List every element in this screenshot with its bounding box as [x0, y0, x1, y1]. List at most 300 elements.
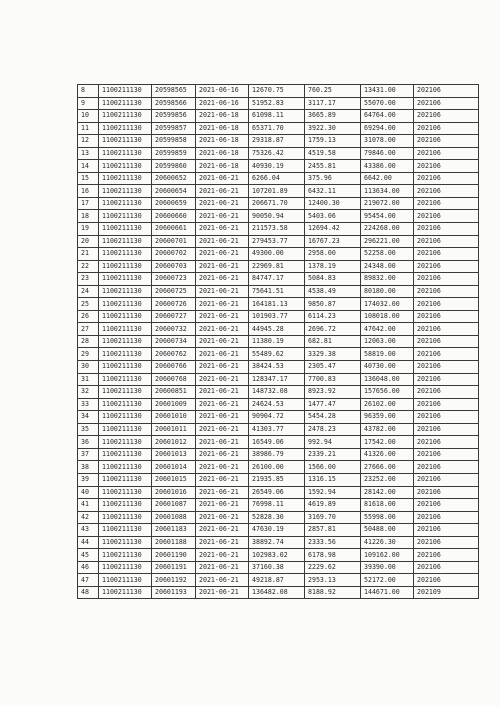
tax-cell: 6178.98: [305, 549, 361, 562]
period-cell: 202106: [414, 361, 479, 374]
date-cell: 2021-06-21: [196, 235, 249, 248]
tax-code-cell: 1100211130: [99, 210, 152, 223]
invoice-number-cell: 20601087: [152, 499, 196, 512]
row-number-cell: 40: [78, 486, 99, 499]
period-cell: 202106: [414, 172, 479, 185]
period-cell: 202106: [414, 298, 479, 311]
table-row: [78, 335, 479, 348]
tax-cell: 1759.13: [305, 135, 361, 148]
date-cell: 2021-06-21: [196, 323, 249, 336]
period-cell: 202106: [414, 398, 479, 411]
period-cell: 202106: [414, 122, 479, 135]
tax-cell: 3665.89: [305, 110, 361, 123]
table-row: [78, 172, 479, 185]
table-row: [78, 348, 479, 361]
invoice-table-body: [78, 85, 479, 599]
period-cell: 202109: [414, 586, 479, 599]
amount-cell: 11380.19: [249, 335, 305, 348]
invoice-number-cell: 20599860: [152, 160, 196, 173]
total-cell: 50488.00: [361, 524, 414, 537]
amount-cell: 65371.70: [249, 122, 305, 135]
invoice-number-cell: 20600654: [152, 185, 196, 198]
period-cell: 202106: [414, 147, 479, 160]
amount-cell: 90050.94: [249, 210, 305, 223]
period-cell: 202106: [414, 574, 479, 587]
date-cell: 2021-06-21: [196, 499, 249, 512]
date-cell: 2021-06-18: [196, 160, 249, 173]
row-number-cell: 36: [78, 436, 99, 449]
tax-cell: 7700.83: [305, 373, 361, 386]
date-cell: 2021-06-18: [196, 135, 249, 148]
amount-cell: 6266.04: [249, 172, 305, 185]
row-number-cell: 43: [78, 524, 99, 537]
amount-cell: 21935.85: [249, 473, 305, 486]
date-cell: 2021-06-21: [196, 197, 249, 210]
tax-code-cell: 1100211130: [99, 122, 152, 135]
period-cell: 202106: [414, 411, 479, 424]
amount-cell: 38986.79: [249, 448, 305, 461]
invoice-number-cell: 20601088: [152, 511, 196, 524]
tax-cell: 2333.56: [305, 536, 361, 549]
invoice-number-cell: 20600723: [152, 273, 196, 286]
total-cell: 58819.00: [361, 348, 414, 361]
invoice-number-cell: 20600727: [152, 310, 196, 323]
total-cell: 80180.00: [361, 285, 414, 298]
total-cell: 108018.00: [361, 310, 414, 323]
tax-cell: 992.94: [305, 436, 361, 449]
date-cell: 2021-06-21: [196, 448, 249, 461]
period-cell: 202106: [414, 223, 479, 236]
total-cell: 41326.00: [361, 448, 414, 461]
amount-cell: 40930.19: [249, 160, 305, 173]
tax-cell: 3922.30: [305, 122, 361, 135]
date-cell: 2021-06-18: [196, 122, 249, 135]
total-cell: 157656.00: [361, 386, 414, 399]
table-row: [78, 361, 479, 374]
tax-code-cell: 1100211130: [99, 298, 152, 311]
tax-cell: 5403.06: [305, 210, 361, 223]
total-cell: 296221.00: [361, 235, 414, 248]
tax-cell: 1378.19: [305, 260, 361, 273]
period-cell: 202106: [414, 499, 479, 512]
total-cell: 40730.00: [361, 361, 414, 374]
invoice-number-cell: 20601014: [152, 461, 196, 474]
invoice-number-cell: 20601191: [152, 561, 196, 574]
tax-code-cell: 1100211130: [99, 97, 152, 110]
table-row: [78, 223, 479, 236]
table-row: [78, 448, 479, 461]
total-cell: 81618.00: [361, 499, 414, 512]
invoice-number-cell: 20601012: [152, 436, 196, 449]
tax-code-cell: 1100211130: [99, 147, 152, 160]
tax-code-cell: 1100211130: [99, 574, 152, 587]
amount-cell: 90904.72: [249, 411, 305, 424]
row-number-cell: 27: [78, 323, 99, 336]
table-row: [78, 499, 479, 512]
period-cell: 202106: [414, 561, 479, 574]
table-row: [78, 97, 479, 110]
amount-cell: 16549.06: [249, 436, 305, 449]
amount-cell: 38424.53: [249, 361, 305, 374]
invoice-number-cell: 20600652: [152, 172, 196, 185]
amount-cell: 47630.19: [249, 524, 305, 537]
date-cell: 2021-06-21: [196, 298, 249, 311]
date-cell: 2021-06-21: [196, 574, 249, 587]
date-cell: 2021-06-16: [196, 97, 249, 110]
amount-cell: 76998.11: [249, 499, 305, 512]
table-row: [78, 298, 479, 311]
total-cell: 89832.00: [361, 273, 414, 286]
tax-code-cell: 1100211130: [99, 223, 152, 236]
total-cell: 219072.00: [361, 197, 414, 210]
date-cell: 2021-06-21: [196, 423, 249, 436]
period-cell: 202106: [414, 110, 479, 123]
date-cell: 2021-06-16: [196, 85, 249, 98]
amount-cell: 24624.53: [249, 398, 305, 411]
table-row: [78, 210, 479, 223]
total-cell: 52258.00: [361, 248, 414, 261]
total-cell: 23252.00: [361, 473, 414, 486]
invoice-number-cell: 20600768: [152, 373, 196, 386]
date-cell: 2021-06-21: [196, 524, 249, 537]
period-cell: 202106: [414, 310, 479, 323]
row-number-cell: 15: [78, 172, 99, 185]
total-cell: 174032.00: [361, 298, 414, 311]
invoice-number-cell: 20601013: [152, 448, 196, 461]
date-cell: 2021-06-21: [196, 285, 249, 298]
invoice-number-cell: 20601188: [152, 536, 196, 549]
tax-cell: 760.25: [305, 85, 361, 98]
invoice-number-cell: 20599856: [152, 110, 196, 123]
amount-cell: 279453.77: [249, 235, 305, 248]
date-cell: 2021-06-21: [196, 461, 249, 474]
period-cell: 202106: [414, 373, 479, 386]
tax-code-cell: 1100211130: [99, 461, 152, 474]
row-number-cell: 37: [78, 448, 99, 461]
invoice-number-cell: 20601192: [152, 574, 196, 587]
invoice-number-cell: 20601010: [152, 411, 196, 424]
table-row: [78, 310, 479, 323]
tax-code-cell: 1100211130: [99, 335, 152, 348]
tax-cell: 1316.15: [305, 473, 361, 486]
tax-code-cell: 1100211130: [99, 436, 152, 449]
total-cell: 39390.00: [361, 561, 414, 574]
amount-cell: 61098.11: [249, 110, 305, 123]
row-number-cell: 18: [78, 210, 99, 223]
tax-code-cell: 1100211130: [99, 536, 152, 549]
tax-cell: 4538.49: [305, 285, 361, 298]
invoice-number-cell: 20599859: [152, 147, 196, 160]
tax-cell: 5454.28: [305, 411, 361, 424]
amount-cell: 211573.58: [249, 223, 305, 236]
table-row: [78, 147, 479, 160]
table-row: [78, 511, 479, 524]
tax-cell: 12694.42: [305, 223, 361, 236]
tax-code-cell: 1100211130: [99, 310, 152, 323]
total-cell: 136048.00: [361, 373, 414, 386]
period-cell: 202106: [414, 536, 479, 549]
tax-cell: 682.81: [305, 335, 361, 348]
table-row: [78, 561, 479, 574]
tax-cell: 4619.89: [305, 499, 361, 512]
table-row: [78, 486, 479, 499]
date-cell: 2021-06-21: [196, 436, 249, 449]
amount-cell: 75641.51: [249, 285, 305, 298]
tax-cell: 1477.47: [305, 398, 361, 411]
invoice-number-cell: 20598566: [152, 97, 196, 110]
date-cell: 2021-06-21: [196, 248, 249, 261]
table-row: [78, 260, 479, 273]
date-cell: 2021-06-21: [196, 223, 249, 236]
tax-cell: 2958.00: [305, 248, 361, 261]
period-cell: 202106: [414, 185, 479, 198]
tax-code-cell: 1100211130: [99, 373, 152, 386]
tax-code-cell: 1100211130: [99, 361, 152, 374]
total-cell: 13431.00: [361, 85, 414, 98]
row-number-cell: 28: [78, 335, 99, 348]
period-cell: 202106: [414, 135, 479, 148]
row-number-cell: 35: [78, 423, 99, 436]
tax-cell: 375.96: [305, 172, 361, 185]
total-cell: 69294.00: [361, 122, 414, 135]
amount-cell: 26549.06: [249, 486, 305, 499]
tax-cell: 4519.58: [305, 147, 361, 160]
table-row: [78, 323, 479, 336]
amount-cell: 38892.74: [249, 536, 305, 549]
amount-cell: 128347.17: [249, 373, 305, 386]
total-cell: 96359.00: [361, 411, 414, 424]
invoice-table: [77, 84, 479, 599]
period-cell: 202106: [414, 348, 479, 361]
tax-cell: 12400.30: [305, 197, 361, 210]
tax-code-cell: 1100211130: [99, 386, 152, 399]
tax-cell: 2305.47: [305, 361, 361, 374]
total-cell: 41226.30: [361, 536, 414, 549]
period-cell: 202106: [414, 160, 479, 173]
invoice-number-cell: 20600703: [152, 260, 196, 273]
amount-cell: 148732.08: [249, 386, 305, 399]
total-cell: 27666.00: [361, 461, 414, 474]
row-number-cell: 31: [78, 373, 99, 386]
table-row: [78, 235, 479, 248]
tax-cell: 2455.81: [305, 160, 361, 173]
row-number-cell: 47: [78, 574, 99, 587]
tax-cell: 5084.83: [305, 273, 361, 286]
tax-cell: 3329.38: [305, 348, 361, 361]
invoice-number-cell: 20600726: [152, 298, 196, 311]
tax-cell: 16767.23: [305, 235, 361, 248]
invoice-number-cell: 20601193: [152, 586, 196, 599]
total-cell: 43386.00: [361, 160, 414, 173]
date-cell: 2021-06-21: [196, 260, 249, 273]
tax-code-cell: 1100211130: [99, 586, 152, 599]
amount-cell: 206671.70: [249, 197, 305, 210]
period-cell: 202106: [414, 473, 479, 486]
total-cell: 109162.00: [361, 549, 414, 562]
table-row: [78, 586, 479, 599]
total-cell: 43782.00: [361, 423, 414, 436]
invoice-number-cell: 20600702: [152, 248, 196, 261]
period-cell: 202106: [414, 248, 479, 261]
table-row: [78, 85, 479, 98]
date-cell: 2021-06-21: [196, 586, 249, 599]
amount-cell: 101903.77: [249, 310, 305, 323]
invoice-number-cell: 20600661: [152, 223, 196, 236]
invoice-number-cell: 20600660: [152, 210, 196, 223]
tax-cell: 3169.70: [305, 511, 361, 524]
date-cell: 2021-06-21: [196, 561, 249, 574]
invoice-number-cell: 20601011: [152, 423, 196, 436]
amount-cell: 52828.30: [249, 511, 305, 524]
date-cell: 2021-06-21: [196, 536, 249, 549]
tax-code-cell: 1100211130: [99, 160, 152, 173]
invoice-number-cell: 20601183: [152, 524, 196, 537]
total-cell: 28142.00: [361, 486, 414, 499]
tax-cell: 2857.81: [305, 524, 361, 537]
invoice-number-cell: 20601016: [152, 486, 196, 499]
tax-cell: 6432.11: [305, 185, 361, 198]
row-number-cell: 13: [78, 147, 99, 160]
tax-cell: 8923.92: [305, 386, 361, 399]
period-cell: 202106: [414, 448, 479, 461]
tax-code-cell: 1100211130: [99, 185, 152, 198]
tax-code-cell: 1100211130: [99, 549, 152, 562]
amount-cell: 49300.00: [249, 248, 305, 261]
period-cell: 202106: [414, 524, 479, 537]
amount-cell: 49218.87: [249, 574, 305, 587]
total-cell: 47642.00: [361, 323, 414, 336]
tax-code-cell: 1100211130: [99, 135, 152, 148]
row-number-cell: 19: [78, 223, 99, 236]
amount-cell: 12670.75: [249, 85, 305, 98]
row-number-cell: 10: [78, 110, 99, 123]
amount-cell: 29318.87: [249, 135, 305, 148]
invoice-number-cell: 20600701: [152, 235, 196, 248]
date-cell: 2021-06-21: [196, 172, 249, 185]
tax-cell: 2339.21: [305, 448, 361, 461]
row-number-cell: 22: [78, 260, 99, 273]
amount-cell: 41303.77: [249, 423, 305, 436]
tax-code-cell: 1100211130: [99, 524, 152, 537]
invoice-number-cell: 20600762: [152, 348, 196, 361]
table-row: [78, 273, 479, 286]
tax-code-cell: 1100211130: [99, 486, 152, 499]
date-cell: 2021-06-21: [196, 310, 249, 323]
total-cell: 31078.00: [361, 135, 414, 148]
tax-code-cell: 1100211130: [99, 511, 152, 524]
tax-code-cell: 1100211130: [99, 323, 152, 336]
period-cell: 202106: [414, 273, 479, 286]
tax-code-cell: 1100211130: [99, 172, 152, 185]
invoice-number-cell: 20600725: [152, 285, 196, 298]
period-cell: 202106: [414, 285, 479, 298]
period-cell: 202106: [414, 549, 479, 562]
date-cell: 2021-06-18: [196, 147, 249, 160]
table-row: [78, 436, 479, 449]
amount-cell: 164181.13: [249, 298, 305, 311]
date-cell: 2021-06-21: [196, 185, 249, 198]
date-cell: 2021-06-21: [196, 511, 249, 524]
tax-cell: 3117.17: [305, 97, 361, 110]
period-cell: 202106: [414, 210, 479, 223]
row-number-cell: 38: [78, 461, 99, 474]
total-cell: 95454.00: [361, 210, 414, 223]
table-row: [78, 411, 479, 424]
row-number-cell: 20: [78, 235, 99, 248]
row-number-cell: 30: [78, 361, 99, 374]
amount-cell: 55489.62: [249, 348, 305, 361]
invoice-number-cell: 20601009: [152, 398, 196, 411]
date-cell: 2021-06-21: [196, 335, 249, 348]
table-row: [78, 135, 479, 148]
date-cell: 2021-06-21: [196, 373, 249, 386]
table-row: [78, 536, 479, 549]
row-number-cell: 24: [78, 285, 99, 298]
amount-cell: 22969.81: [249, 260, 305, 273]
table-row: [78, 473, 479, 486]
total-cell: 224268.00: [361, 223, 414, 236]
tax-code-cell: 1100211130: [99, 235, 152, 248]
total-cell: 64764.00: [361, 110, 414, 123]
table-row: [78, 160, 479, 173]
tax-code-cell: 1100211130: [99, 448, 152, 461]
total-cell: 24348.00: [361, 260, 414, 273]
table-row: [78, 549, 479, 562]
period-cell: 202106: [414, 260, 479, 273]
tax-code-cell: 1100211130: [99, 348, 152, 361]
table-row: [78, 398, 479, 411]
row-number-cell: 29: [78, 348, 99, 361]
row-number-cell: 21: [78, 248, 99, 261]
date-cell: 2021-06-21: [196, 486, 249, 499]
invoice-number-cell: 20599857: [152, 122, 196, 135]
amount-cell: 107201.89: [249, 185, 305, 198]
table-row: [78, 197, 479, 210]
tax-code-cell: 1100211130: [99, 499, 152, 512]
invoice-number-cell: 20600734: [152, 335, 196, 348]
tax-cell: 8188.92: [305, 586, 361, 599]
period-cell: 202106: [414, 386, 479, 399]
row-number-cell: 42: [78, 511, 99, 524]
table-row: [78, 373, 479, 386]
row-number-cell: 12: [78, 135, 99, 148]
invoice-number-cell: 20600732: [152, 323, 196, 336]
invoice-number-cell: 20599858: [152, 135, 196, 148]
amount-cell: 102983.02: [249, 549, 305, 562]
amount-cell: 84747.17: [249, 273, 305, 286]
tax-code-cell: 1100211130: [99, 411, 152, 424]
date-cell: 2021-06-21: [196, 398, 249, 411]
period-cell: 202106: [414, 335, 479, 348]
total-cell: 79846.00: [361, 147, 414, 160]
row-number-cell: 48: [78, 586, 99, 599]
amount-cell: 44945.28: [249, 323, 305, 336]
table-row: [78, 285, 479, 298]
row-number-cell: 16: [78, 185, 99, 198]
total-cell: 55998.00: [361, 511, 414, 524]
total-cell: 12063.00: [361, 335, 414, 348]
amount-cell: 51952.83: [249, 97, 305, 110]
date-cell: 2021-06-21: [196, 549, 249, 562]
row-number-cell: 14: [78, 160, 99, 173]
table-row: [78, 122, 479, 135]
table-row: [78, 185, 479, 198]
tax-code-cell: 1100211130: [99, 285, 152, 298]
invoice-number-cell: 20601015: [152, 473, 196, 486]
row-number-cell: 8: [78, 85, 99, 98]
tax-cell: 1566.00: [305, 461, 361, 474]
table-row: [78, 423, 479, 436]
